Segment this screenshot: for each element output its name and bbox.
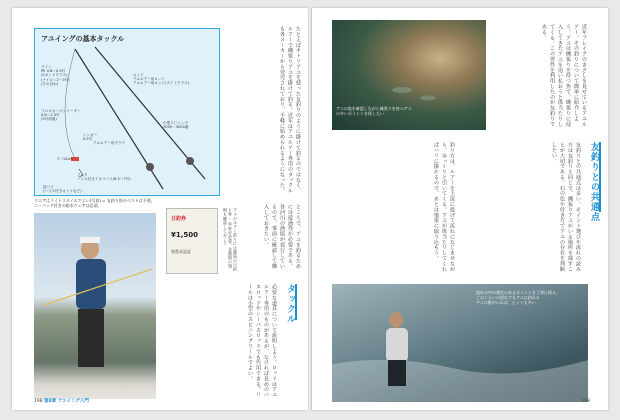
sinker-label: シンカー 0.5号: [83, 133, 98, 142]
body-text-col-4: 近年ブレイクのきざしを見せているアユルアー。その釣りについて簡単に紹介しよう。アユは縄張りを持つ魚で、縄張りに侵入してきたアユを追い払おうと体当たりしてくる。この習性を利用したのが友釣りである。: [541, 24, 587, 127]
leader-label: フロロカーボンリーダー 0.8〜1.5号 (5号前後): [41, 109, 81, 122]
angler-photo: [34, 213, 156, 399]
reel-label: 小型スピニング 2000〜3000番: [163, 121, 189, 130]
line-label: ライン PE 0.8〜0.5号 (2ポンドクラス) (ナイロン2〜3号) (そのほか): [41, 65, 70, 86]
hook-label: フック ハリス付きイカリバリ(6.5〜7号): [77, 173, 131, 182]
body-text-col-6: 釣り方は、ルアーを上流に投げて流れになじませながら、ゆっくりと引いてくる。アユが体当たりしてくればハリに掛かるので、あとは慎重に取り込もう。: [433, 142, 455, 272]
heading-tackle: タックル: [285, 284, 295, 324]
body-text-col-5: 友釣りとの共通点は多い。ポイント選びや流れの読み方は友釣りと同じで、縄張りアユがいる場所を探すことが大切である。石の色や付き方でアユの存在を判断したい。: [551, 142, 581, 272]
tag-price: ¥1,500: [171, 231, 199, 239]
left-chapter: 第8章 アユイング入門: [44, 399, 89, 404]
heading-common: 友釣りとの共通点: [589, 142, 599, 222]
wader-caption: 流れの中の変化のあるポイントを丁寧に探る。 このくらいの流れでもアユは釣れる アユの数がいれば、ヒットも多い: [476, 290, 560, 305]
body-text-col-1: たとえばオトリアユを使った友釣りのように掛けて釣るのではなく、ルアーで縄張りアユを掛けて釣る。近年はアユルアー専用のタックルも各メーカーから発売されており、手軽に始められるようになった。: [279, 26, 301, 194]
angler-caption: ウエアはライトスタイルでよい(写真) = 友釣り用のベストは不要。 ニーパッド付きの防水ウェアは必須。: [34, 198, 155, 208]
sakabari-label: 逆バリ (ハリス付きオトリなど): [43, 185, 82, 194]
right-page-number: 199: [581, 399, 590, 404]
hook-length-label: 7〜10cm: [57, 157, 73, 161]
river-caption: アユの姿を確認しながら縄張りを持つアユ の多いポイントを探したい: [336, 106, 412, 116]
tag-caption: アユのルアー釣りには漁協の日釣り券・ 年券が必要。各漁協の規則も確認しておこう: [223, 208, 238, 271]
tag-title: 日釣券: [171, 216, 187, 222]
body-text-col-2: ところで、アユを釣るためには遊漁券が必要である。各河川の漁協が発行しているので、事前に確認して購入しておきたい。: [263, 204, 301, 269]
left-page: [12, 8, 308, 410]
left-folio: [34, 398, 89, 404]
tackle-diagram: [34, 28, 220, 196]
lure-label: アユルアー用プラグ: [93, 141, 126, 145]
body-text-col-3: 必要な道具について説明しよう。ロッドはアユルアー専用のものがあるが、なければ長めのバスロッドやシーバスロッドでも代用できる。リールは小型のスピニングリールでよい。: [247, 284, 277, 398]
diagram-title: アユイングの基本タックル: [41, 35, 125, 43]
license-tag-photo: [166, 208, 218, 274]
right-page: [312, 8, 608, 410]
rod-label: ロッド アユルアー用ロッド アユルアー用ロッド(ライトクラス): [133, 73, 190, 86]
tag-body: 遊漁承認証: [171, 249, 191, 254]
left-page-number: 198: [34, 399, 43, 404]
right-folio: [581, 399, 590, 404]
